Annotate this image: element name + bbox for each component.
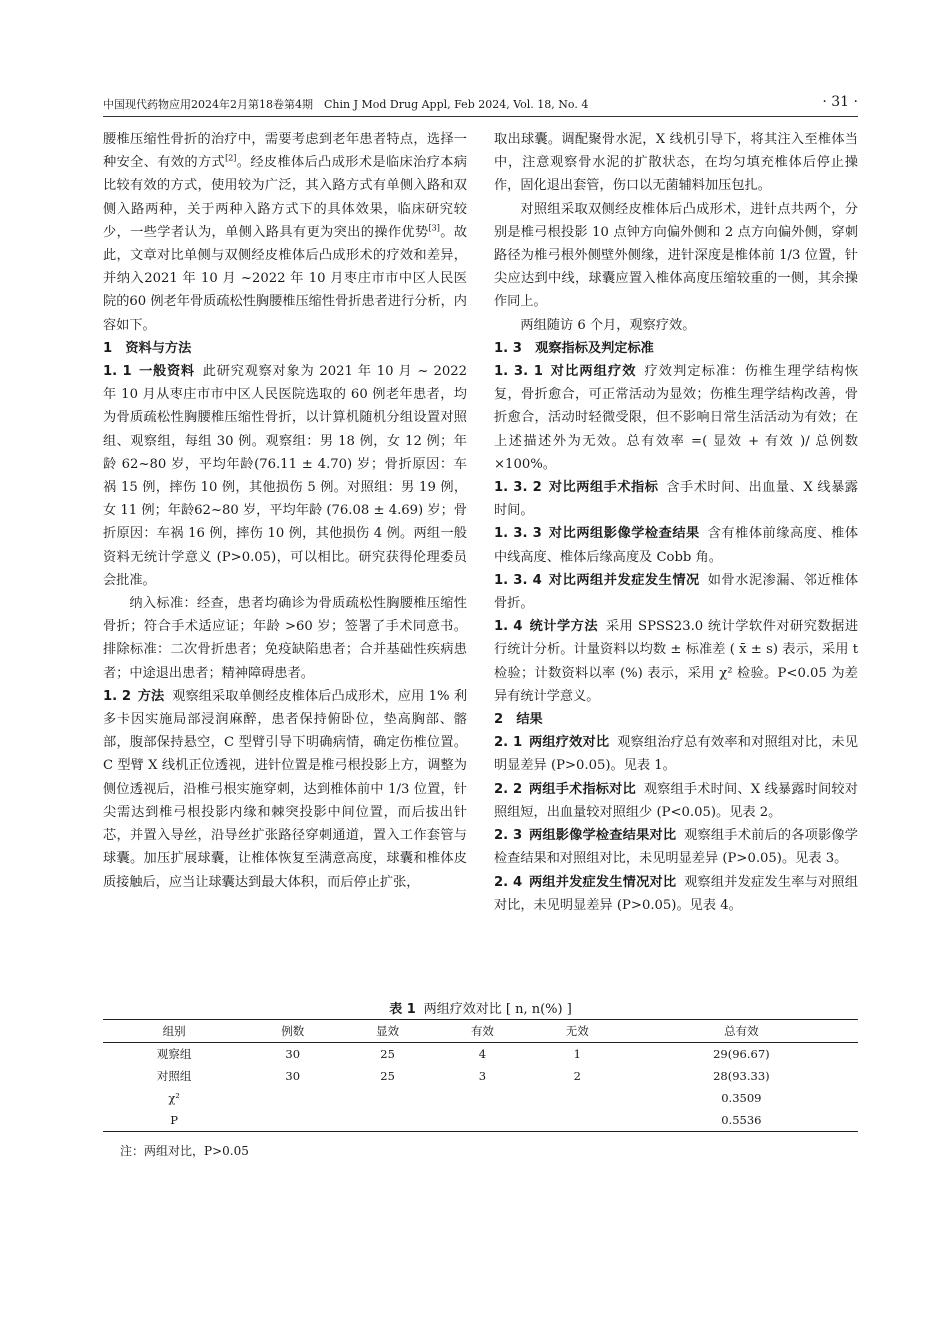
page-number: · 31 ·: [822, 94, 858, 110]
col-header: 显效: [340, 1020, 435, 1043]
citation-ref[interactable]: [3]: [428, 223, 440, 233]
table-title: 两组疗效对比 [ n, n(%) ]: [423, 1002, 572, 1017]
col-header: 组别: [103, 1020, 245, 1043]
section-heading-indicators: 1. 3 观察指标及判定标准: [494, 340, 654, 356]
table-cell: 29(96.67): [713, 1047, 770, 1061]
table-cell: χ²: [168, 1091, 180, 1105]
result-imaging-paragraph: 2. 3 两组影像学检查结果对比 观察组手术前后的各项影像学检查结果和对照组对比，未见明显差异 (P>0.05)。见表 3。: [494, 828, 858, 867]
table-cell: 3: [478, 1069, 487, 1083]
result-complications-paragraph: 2. 4 两组并发症发生情况对比 观察组并发症发生率与对照组对比，未见明显差异 (P>0.05)。见表 4。: [494, 874, 858, 913]
col-header: 无效: [530, 1020, 625, 1043]
table-cell: [435, 1109, 530, 1132]
table-cell: [530, 1109, 625, 1132]
table-cell: 0.5536: [625, 1109, 858, 1132]
table-row: [103, 1087, 858, 1109]
table-cell: P: [103, 1109, 245, 1132]
control-method-paragraph: 对照组采取双侧经皮椎体后凸成形术，进针点共两个，分别是椎弓根投影 10 点钟方向偏外侧和 2 点方向偏外侧，穿刺路径为椎弓根外侧壁外侧缘，进针深度是椎体前 1/3 位置，针尖应达到中线，球囊应置入椎体高度压缩较重的一侧，其余操作同上。: [494, 201, 858, 310]
general-data-paragraph: 1. 1 一般资料 此研究观察对象为 2021 年 10 月 ~ 2022 年 10 月从枣庄市市中区人民医院选取的 60 例老年患者，均为骨质疏松性胸腰椎压缩性骨折，以计算机随机分组设置对照组、观察组，每组 30 例。观察组：男 18 例，女 12 例；年龄 62~80 岁，平均年龄(76.11 ± 4.70) 岁；骨折原因：车祸 15 例，摔伤 10 例，其他损伤 5 例。对照组：男 19 例，女 11 例；年龄62~80 岁，平均年龄 (76.08 ± 4.69) 岁；骨折原因：车祸 16 例，摔伤 10 例，其他损伤 4 例。两组一般资料无统计学意义 (P>0.05)，可以相比。研究获得伦理委员会批准。: [103, 364, 468, 588]
methods-continued: 取出球囊。调配聚骨水泥，X 线机引导下，将其注入至椎体当中，注意观察骨水泥的扩散状态，在均匀填充椎体后停止操作，固化退出套管，伤口以无菌辅料加压包扎。: [494, 132, 858, 194]
col-header: 例数: [245, 1020, 340, 1043]
table-cell: 4: [478, 1047, 487, 1061]
table-cell: 25: [380, 1047, 395, 1061]
statistics-paragraph: 1. 4 统计学方法 采用 SPSS23.0 统计学软件对研究数据进行统计分析。计量资料以均数 ± 标准差 ( x̄ ± s) 表示，采用 t 检验；计数资料以率 (%) 表示，采用 χ² 检验。P<0.05 为差异有统计学意义。: [494, 619, 859, 704]
table-cell: 28(93.33): [713, 1069, 770, 1083]
table-row: [103, 1109, 858, 1132]
table-cell: [435, 1087, 530, 1109]
table-cell: [245, 1087, 340, 1109]
methods-paragraph: 1. 2 方法 观察组采取单侧经皮椎体后凸成形术，应用 1% 利多卡因实施局部浸润麻醉，患者保持俯卧位，垫高胸部、髂部，腹部保持悬空，C 型臂引导下明确病情，确定伤椎位置。C 型臂 X 线机正位透视，进针位置是椎弓根投影上方，调整为侧位透视后，沿椎弓根实施穿刺，达到椎体前中 1/3 位置，针尖需达到椎弓根投影内缘和棘突投影中间位置，而后拔出针芯，并置入导丝，沿导丝扩张路径穿刺通道，置入工作套管与球囊。加压扩展球囊，让椎体恢复至满意高度，球囊和椎体皮质接触后，应当让球囊达到最大体积，而后停止扩张，: [103, 688, 468, 890]
table-cell: [340, 1087, 435, 1109]
col-header: 有效: [435, 1020, 530, 1043]
citation-ref[interactable]: [2]: [225, 153, 237, 163]
table-cell: 25: [380, 1069, 395, 1083]
journal-info: 中国现代药物应用2024年2月第18卷第4期 Chin J Mod Drug Appl, Feb 2024, Vol. 18, No. 4: [103, 98, 589, 111]
table-label: 表 1: [389, 1002, 416, 1017]
table-cell: 0.3509: [721, 1091, 762, 1105]
table-cell: 30: [285, 1047, 301, 1061]
imaging-paragraph: 1. 3. 3 对比两组影像学检查结果 含有椎体前缘高度、椎体中线高度、椎体后缘高度及 Cobb 角。: [494, 526, 859, 565]
left-column: [103, 128, 467, 894]
efficacy-table: [103, 1019, 858, 1132]
table-cell: [530, 1087, 625, 1109]
section-heading-results: 2 结果: [494, 712, 543, 728]
table-cell: 对照组: [156, 1069, 192, 1083]
table-cell: 30: [285, 1069, 301, 1083]
right-column: [494, 128, 858, 917]
table-row: [103, 1065, 858, 1087]
follow-up-paragraph: 两组随访 6 个月，观察疗效。: [520, 317, 696, 333]
result-efficacy-paragraph: 2. 1 两组疗效对比 观察组治疗总有效率和对照组对比，未见明显差异 (P>0.05)。见表 1。: [494, 735, 859, 774]
result-surgical-paragraph: 2. 2 两组手术指标对比 观察组手术时间、X 线暴露时间较对照组短，出血量较对照组少 (P<0.05)。见表 2。: [494, 781, 858, 820]
running-header: [103, 94, 858, 117]
table-cell: [340, 1109, 435, 1132]
complications-paragraph: 1. 3. 4 对比两组并发症发生情况 如骨水泥渗漏、邻近椎体骨折。: [494, 572, 859, 612]
table-cell: [245, 1109, 340, 1132]
table-caption: [103, 998, 858, 1017]
table-cell: 1: [573, 1047, 581, 1061]
intro-paragraph: 腰椎压缩性骨折的治疗中，需要考虑到老年患者特点，选择一种安全、有效的方式[2]。经皮椎体后凸成形术是临床治疗本病比较有效的方式，使用较为广泛，其入路方式有单侧入路和双侧入路两种，关于两种入路方式下的具体效果，临床研究较少，一些学者认为，单侧入路具有更为突出的操作优势[3]。故此，文章对比单侧与双侧经皮椎体后凸成形术的疗效和差异，并纳入2021 年 10 月 ~2022 年 10 月枣庄市市中区人民医院的60 例老年骨质疏松性胸腰椎压缩性骨折患者进行分析，内容如下。: [103, 132, 468, 333]
col-header: 总有效: [625, 1020, 858, 1043]
table-cell: 2: [573, 1069, 581, 1083]
efficacy-criteria-paragraph: 1. 3. 1 对比两组疗效 疗效判定标准：伤椎生理学结构恢复，骨折愈合，可正常活动为显效；伤椎生理学结构改善，骨折愈合，活动时轻微受限，但不影响日常生活活动为有效；在上述描述外为无效。总有效率 =( 显效 + 有效 )/ 总例数 ×100%。: [494, 364, 859, 472]
table-header-row: [103, 1020, 858, 1043]
criteria-paragraph: 纳入标准：经查，患者均确诊为骨质疏松性胸腰椎压缩性骨折；符合手术适应证；年龄 >60 岁；签署了手术同意书。排除标准：二次骨折患者；免疫缺陷患者；合并基础性疾病患者；中途退出患者；精神障碍患者。: [103, 596, 467, 681]
table-cell: 观察组: [156, 1047, 192, 1061]
table-row: [103, 1043, 858, 1066]
table-note: 注：两组对比，P>0.05: [120, 1144, 249, 1158]
section-heading-methods: 1 资料与方法: [103, 340, 192, 356]
surgical-indicators-paragraph: 1. 3. 2 对比两组手术指标 含手术时间、出血量、X 线暴露时间。: [494, 480, 858, 519]
